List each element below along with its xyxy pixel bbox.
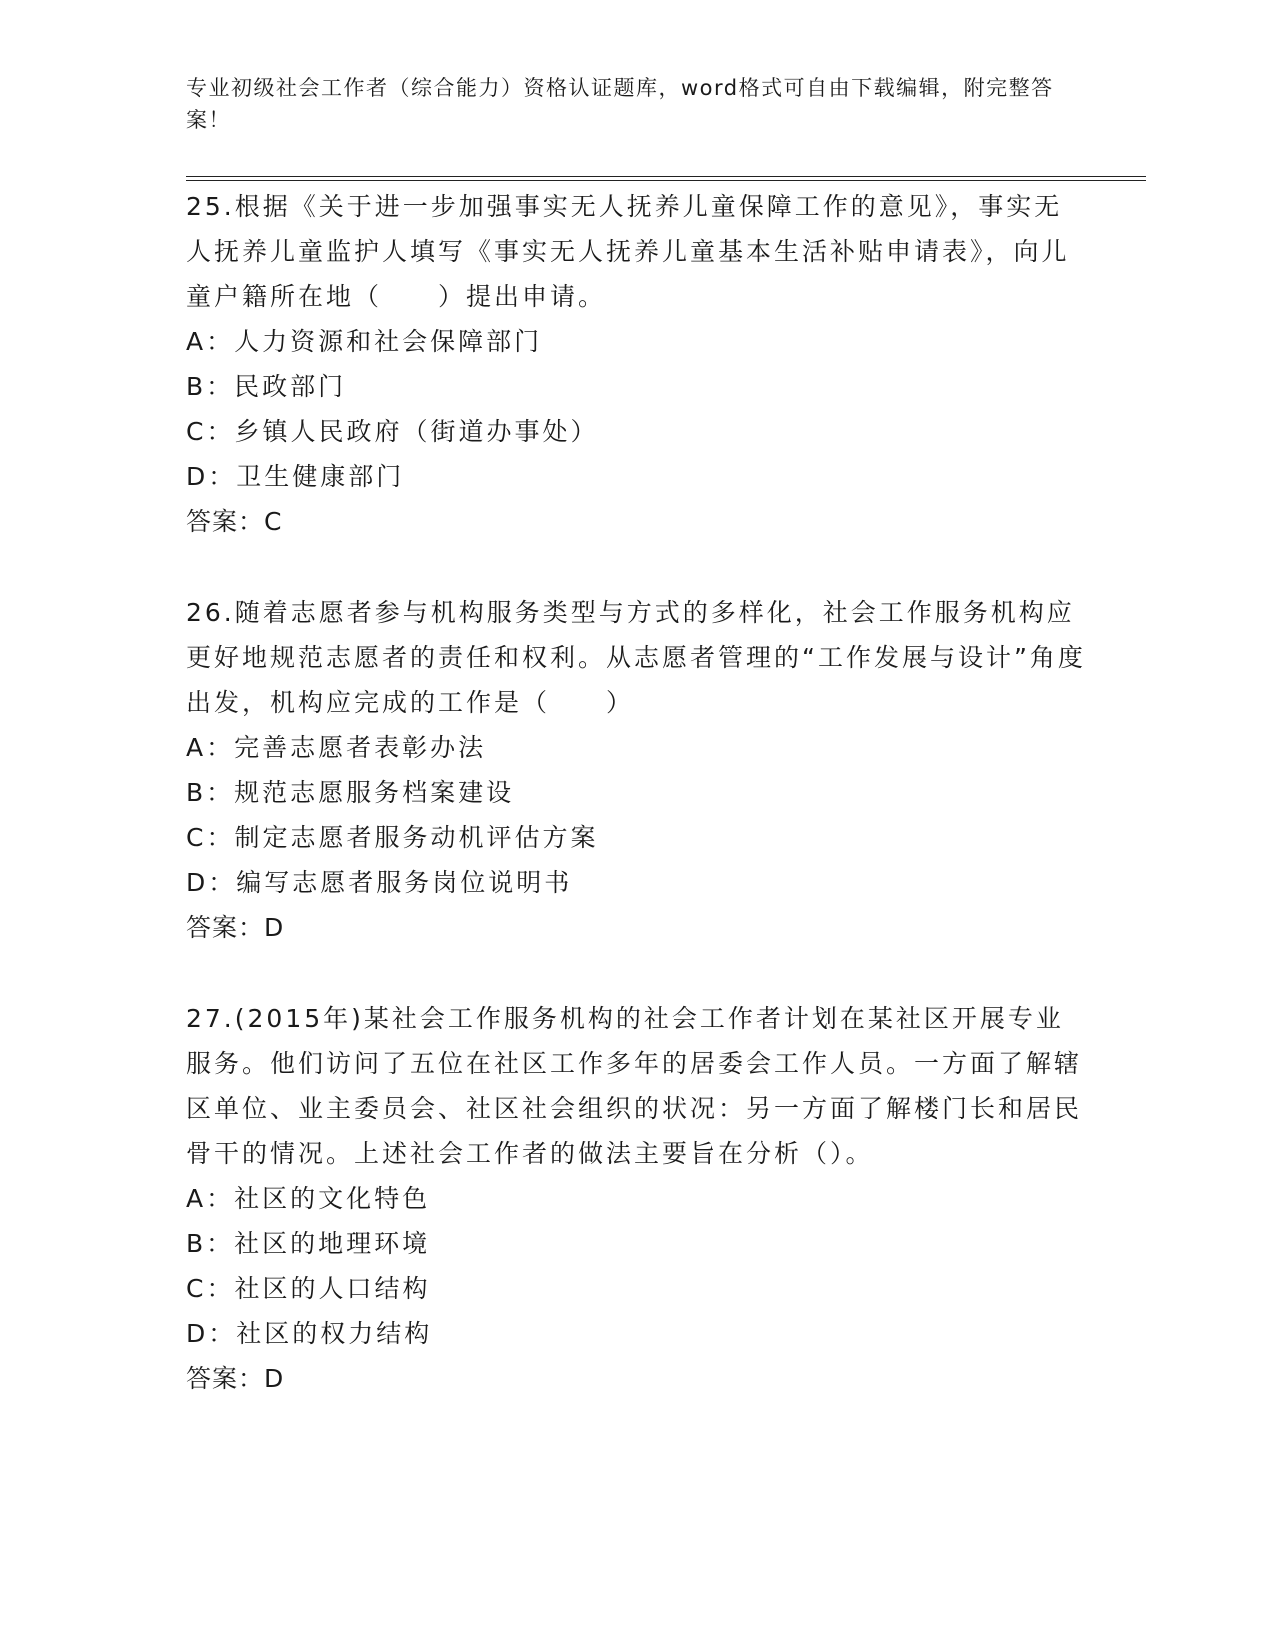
- header-divider: [186, 176, 1146, 181]
- answer: 答案：C: [186, 507, 283, 536]
- answer: 答案：D: [186, 913, 285, 942]
- option-a: A：人力资源和社会保障部门: [186, 327, 543, 356]
- question-26: [186, 590, 1086, 950]
- option-c: C：乡镇人民政府（街道办事处）: [186, 417, 599, 446]
- option-b: B：社区的地理环境: [186, 1229, 431, 1258]
- option-d: D：社区的权力结构: [186, 1319, 433, 1348]
- question-27: [186, 996, 1086, 1401]
- question-stem: 26.随着志愿者参与机构服务类型与方式的多样化，社会工作服务机构应更好地规范志愿者的责任和权利。从志愿者管理的“工作发展与设计”角度出发，机构应完成的工作是（ ）: [186, 598, 1086, 717]
- option-b: B：规范志愿服务档案建设: [186, 778, 515, 807]
- document-header: 专业初级社会工作者（综合能力）资格认证题库，word格式可自由下载编辑，附完整答案！: [186, 76, 1054, 132]
- option-d: D：卫生健康部门: [186, 462, 405, 491]
- option-c: C：制定志愿者服务动机评估方案: [186, 823, 599, 852]
- answer: 答案：D: [186, 1364, 285, 1393]
- question-stem: 27.(2015年)某社会工作服务机构的社会工作者计划在某社区开展专业服务。他们访问了五位在社区工作多年的居委会工作人员。一方面了解辖区单位、业主委员会、社区社会组织的状况：另一方面了解楼门长和居民骨干的情况。上述社会工作者的做法主要旨在分析（）。: [186, 1004, 1083, 1168]
- question-stem: 25.根据《关于进一步加强事实无人抚养儿童保障工作的意见》，事实无人抚养儿童监护人填写《事实无人抚养儿童基本生活补贴申请表》，向儿童户籍所在地（ ）提出申请。: [186, 192, 1070, 311]
- option-a: A：完善志愿者表彰办法: [186, 733, 487, 762]
- option-b: B：民政部门: [186, 372, 347, 401]
- option-d: D：编写志愿者服务岗位说明书: [186, 868, 573, 897]
- option-a: A：社区的文化特色: [186, 1184, 431, 1213]
- option-c: C：社区的人口结构: [186, 1274, 431, 1303]
- question-25: [186, 184, 1086, 544]
